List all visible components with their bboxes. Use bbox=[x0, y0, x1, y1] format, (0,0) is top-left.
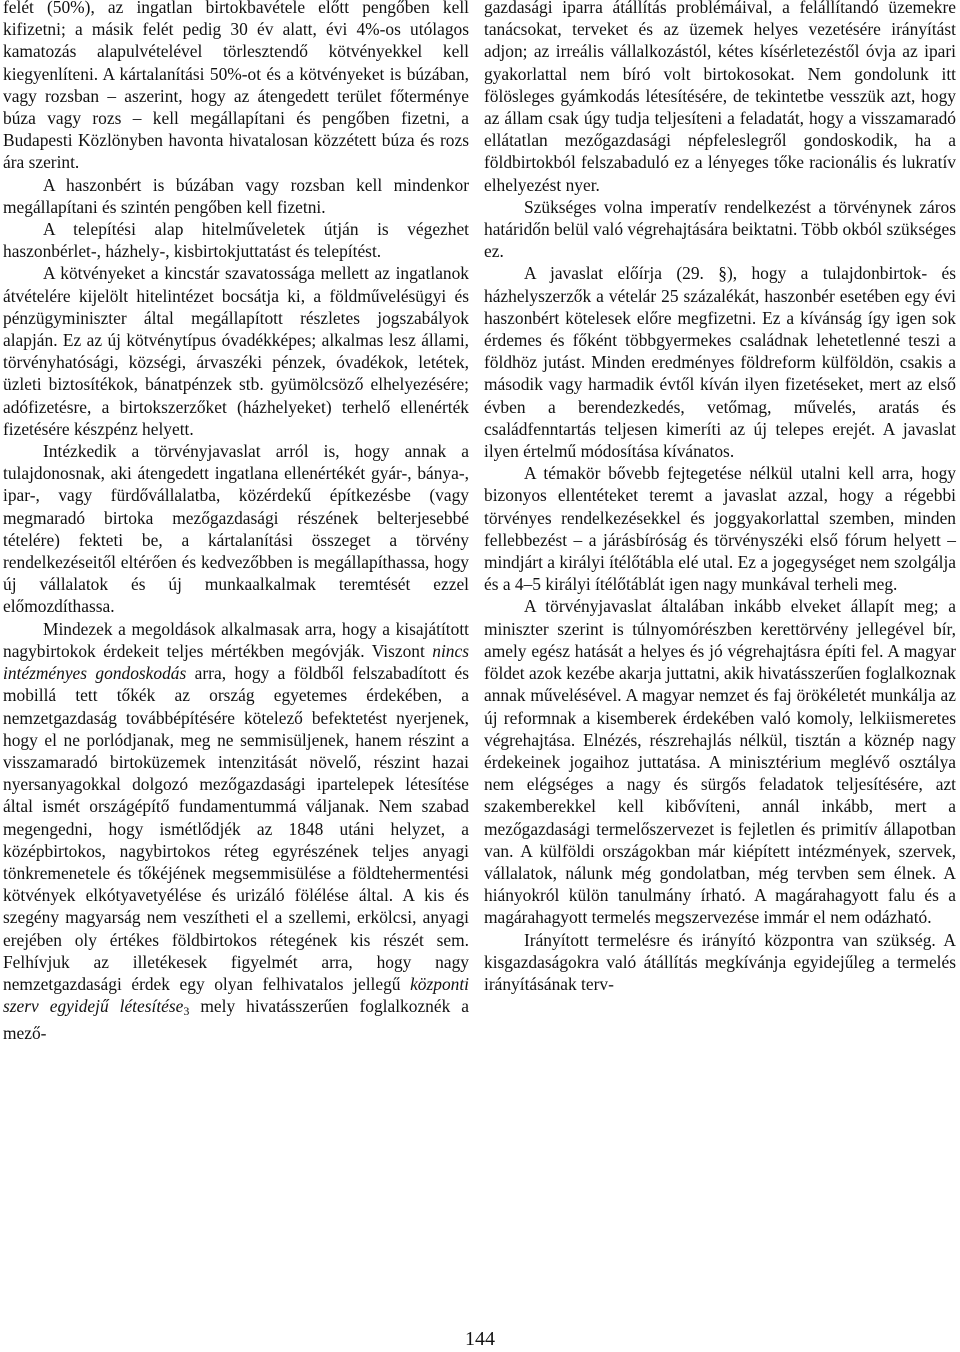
paragraph-text: A kötvényeket a kincstár szavatossága mellett az ingatlanok átvételére kijelölt hitelintézet bocsátja ki, a földművelésügyi és pénzügyminiszter által megállapított részletes jogszabályok alapján. Ez az új kötvénytípus óvadékképes; alkalmas lesz állami, törvényhatósági, községi, árvaszéki pénzek, óvadékok, letétek, üzleti biztosítékok, bánatpénzek stb. gyümölcsöző elhelyezésére; adófizetésre, a birtokszerzőket (házhelyeket) terhelő ellenérték fizetésére készpénz helyett. bbox=[3, 263, 469, 439]
paragraph-framework-law bbox=[484, 595, 956, 928]
paragraph-settlement-fund bbox=[3, 218, 469, 262]
paragraph-text: gazdasági iparra átállítás problémáival, a felállítandó üzemekre tanácsokat, terveket és az üzemek helyes vezetésére irányítást adjon; az irreális vállalkozástól, kétes kísérletezéstől óvja az ipari gyakorlattal nem bíró volt birtokosokat. Nem gondolunk itt fölösleges gyámkodás létesítésére, de tekintetbe vesszük azt, hogy az állam csak úgy tudja teljesíteni a feladatát, hogy a visszamaradó ellátatlan mezőgazdasági népfeleslegről gondoskodik, ha a földbirtokból felszabaduló ez a lényeges tőke racionális és lukratív elhelyezést nyer. bbox=[484, 0, 956, 195]
right-text-column bbox=[484, 0, 956, 995]
paragraph-imperative bbox=[484, 196, 956, 263]
footnote-marker: 3 bbox=[183, 1004, 190, 1019]
page-number: 144 bbox=[465, 1328, 495, 1350]
paragraph-lease-fee bbox=[3, 174, 469, 218]
emphasis-text: központi szerv egyidejű létesítése bbox=[3, 973, 469, 1017]
paragraph-text: Irányított termelésre és irányító központra van szükség. A kisgazdaságokra való átállítás megkívánja egyidejűleg a termelés irányításának terv- bbox=[484, 929, 956, 994]
paragraph-text: A témakör bővebb fejtegetése nélkül utalni kell arra, hogy bizonyos ellentéteket teremt a javaslat azzal, hogy a régebbi törvényes rendelkezésekkel és joggyakorlattal szemben, minden fellebbezést – a járásbíróság és törvényszéki első fórum helyett – mindjárt a királyi ítélőtábla elé utal. Ez a jogegységet nem szolgálja és a 4–5 királyi ítélőtáblát igen nagy munkával terheli meg. bbox=[484, 463, 956, 595]
paragraph-text: felét (50%), az ingatlan birtokbavétele előtt pengőben kell kifizetni; a másik felét pedig 30 év alatt, évi 4%-os utólagos kamatozás alapulvételével törlesztendő kötvényekkel kell kiegyenlíteni. A kártalanítási 50%-ot és a kötvényeket is búzában, vagy rozsban – aszerint, hogy az átengedett terület főterménye búza vagy rozs – kell megállapítani és pengőben fizetni, a Budapesti Közlönyben havonta hivatalosan közzétett búza és rozs ára szerint. bbox=[3, 0, 469, 173]
emphasis-text: nincs intézményes gondoskodás bbox=[3, 640, 469, 684]
paragraph-text: mely hivatásszerűen foglalkoznék a mező- bbox=[3, 996, 469, 1044]
paragraph-industry bbox=[484, 0, 956, 196]
paragraph-appeals bbox=[484, 462, 956, 595]
paragraph-text: A haszonbért is búzában vagy rozsban kell mindenkor megállapítani és szintén pengőben kell fizetni. bbox=[3, 174, 469, 217]
paragraph-payment bbox=[484, 262, 956, 462]
paragraph-text: Intézkedik a törvényjavaslat arról is, hogy annak a tulajdonosnak, aki átengedett ingatlana ellenértékét gyár-, bánya-, ipar-, vagy fürdővállalatba, közérdekű építkezésbe (vagy megmaradó birtoka mezőgazdasági részének belterjesebbé tételére) fekteti be, a kártalanítási összeget a törvény rendelkezéseitől eltérően és kedvezőbben is megállapíthassa, hogy új vállalatok és új munkaalkalmak teremtését ezzel előmozdíthassa. bbox=[3, 441, 469, 617]
paragraph-text: A telepítési alap hitelműveletek útján is végezhet haszonbérlet-, házhely-, kisbirtokjuttatást és telepítést. bbox=[3, 219, 469, 262]
paragraph-investment bbox=[3, 440, 469, 618]
paragraph-directed-production bbox=[484, 929, 956, 996]
paragraph-text: arra, hogy a földből felszabadított és mobillá tett tőkék az ország egyetemes érdekében, a nemzetgazdaság továbbépítésére kötelező befektetést nyerjenek, hogy el ne porlódjanak, meg ne semmisüljenek, hanem részint a visszamaradó birtoküzemek intenzitását növelő, részint hazai nyersanyagokkal dolgozó mezőgazdasági ipartelepek létesítése által ismét országépítő fundamentummá váljanak. Nem szabad megengedni, hogy ismétlődjék az 1848 utáni helyzet, a középbirtokos, nagybirtokos réteg egyrészének teljes anyagi tönkremenetele és tőkéjének megsemmisülése a földtehermentési kötvények elkótyavetyélése és urizáló fölélése által. A kis és szegény magyarság nem veszítheti el a szellemi, erkölcsi, anyagi erejében oly értékes földbirtokos rétegének kis részét sem. Felhívjuk az illetékesek figyelmét arra, hogy nagy nemzetgazdasági érdek egy olyan felhivatalos jellegű bbox=[3, 663, 469, 994]
paragraph-text: Szükséges volna imperatív rendelkezést a törvénynek záros határidőn belül való végrehajtására beiktatni. Több okból szükséges ez. bbox=[484, 196, 956, 262]
paragraph-text: A javaslat előírja (29. §), hogy a tulajdonbirtok- és házhelyszerzők a vételár 25 százalékát, haszonbér esetében egy évi haszonbért kötelesek előre megfizetni. Ez a kívánság így igen sok érdemes és főként többgyermekes családnak lehetetlenné teszi a földhöz jutást. Minden eredményes földreform külföldön, csakis a második vagy harmadik évtől kíván ilyen fizetéseket, mert az első évben a berendezkedés, vetőmag, művelés, aratás és családfenntartás teljesen kimeríti az új telepes erejét. A javaslat ilyen értelmű módosítása kívánatos. bbox=[484, 263, 956, 462]
paragraph-bonds bbox=[3, 262, 469, 440]
left-text-column bbox=[3, 0, 469, 1045]
paragraph-solutions bbox=[3, 618, 469, 1045]
paragraph-text: Mindezek a megoldások alkalmasak arra, hogy a kisajátított nagybirtokok érdekeit teljes mértékben megóvják. Viszont bbox=[3, 618, 469, 661]
paragraph-compensation bbox=[3, 0, 469, 174]
paragraph-text: A törvényjavaslat általában inkább elveket állapít meg; a miniszter szerint is túlnyomórészben kerettörvény jellegével bír, amely egész hatását a helyes és jó végrehajtásra építi fel. A magyar földet azok kezébe akarja juttatni, akik hivatásszerűen foglalkoznak annak művelésével. A magyar nemzet és faj örökéletét munkálja az új reformnak a kisemberek érdekében való komoly, lelkiismeretes végrehajtása. Elnézés, részrehajlás nélkül, tisztán a köznép nagy érdekeinek jogaihoz juttatása. A minisztérium meglévő osztálya nem elégséges a nagy és sürgős feladatok teljesítésére, azt szakemberekkel kell kibővíteni, annál inkább, mert a mezőgazdasági termelőszervezet is fejletlen és primitív állapotban van. A külföldi országokban már kiépített intézmények, szervek, vállalatok, nálunk még gondolatban, még tervben sem élnek. A hiányokról külön tanulmány írható. A magárahagyott falu és a magárahagyott termelés megszervezése immár el nem odázható. bbox=[484, 596, 956, 928]
